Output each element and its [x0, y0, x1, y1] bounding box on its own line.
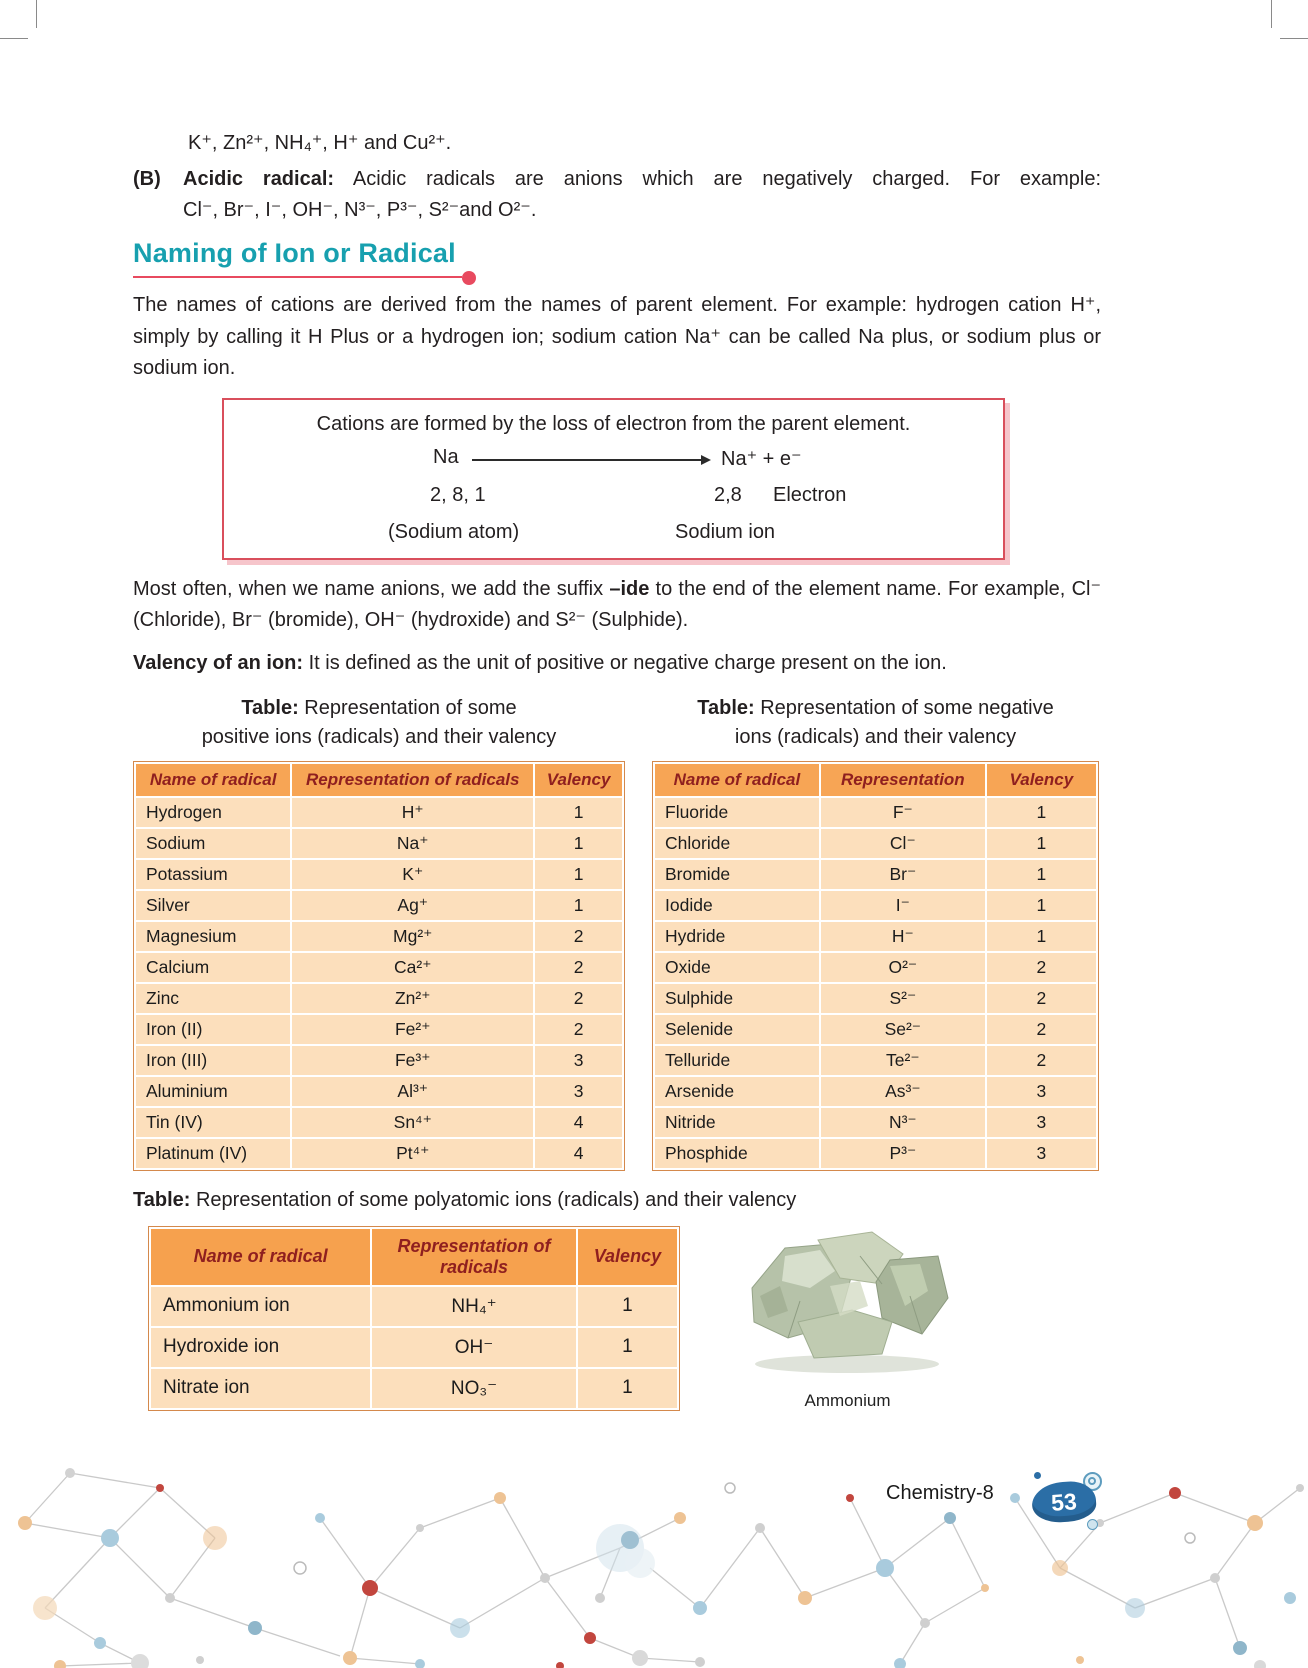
positive-ions-table: [133, 761, 625, 1171]
table-cell: Silver: [136, 891, 290, 920]
table-cell: Nitride: [655, 1108, 819, 1137]
table-cell: Sodium: [136, 829, 290, 858]
table-cell: As³⁻: [821, 1077, 985, 1106]
ammonium-figure: [740, 1226, 955, 1411]
table-cell: Tin (IV): [136, 1108, 290, 1137]
sodium-atom-label: (Sodium atom): [388, 520, 520, 543]
table-cell: Telluride: [655, 1046, 819, 1075]
reaction-reactant: Na: [433, 445, 459, 468]
negative-table-title: [652, 694, 1099, 752]
crop-mark-top-left-h: [0, 38, 28, 39]
table-row: [655, 891, 1096, 920]
table-row: [136, 860, 622, 889]
table-cell: H⁻: [821, 922, 985, 951]
crop-mark-top-left-v: [36, 0, 37, 28]
table-row: [655, 922, 1096, 951]
table-cell: 1: [535, 891, 622, 920]
table-cell: Zinc: [136, 984, 290, 1013]
section-heading-block: [133, 238, 462, 278]
table-row: [136, 953, 622, 982]
table-row: [655, 1108, 1096, 1137]
heading-dot-decoration: [462, 271, 476, 285]
table-cell: 1: [987, 891, 1096, 920]
column-header: Name of radical: [151, 1229, 370, 1285]
item-b-line1: [183, 164, 1101, 195]
table-row: [151, 1369, 677, 1408]
table-cell: Al³⁺: [292, 1077, 533, 1106]
table-cell: 1: [535, 798, 622, 827]
table-cell: I⁻: [821, 891, 985, 920]
table-row: [136, 1139, 622, 1168]
table-cell: 2: [987, 984, 1096, 1013]
negative-title-line1: Representation of some negative: [754, 696, 1054, 719]
table-cell: Mg²⁺: [292, 922, 533, 951]
table-row: [655, 798, 1096, 827]
cation-examples-line: K⁺, Zn²⁺, NH₄⁺, H⁺ and Cu²⁺.: [188, 132, 452, 154]
table-cell: Iodide: [655, 891, 819, 920]
table-cell: Potassium: [136, 860, 290, 889]
table-header-row: [151, 1229, 677, 1285]
table-cell: Magnesium: [136, 922, 290, 951]
table-cell: 1: [578, 1369, 677, 1408]
crop-mark-top-right-h: [1280, 38, 1308, 39]
item-b-examples: Cl⁻, Br⁻, I⁻, OH⁻, N³⁻, P³⁻, S²⁻and O²⁻.: [183, 199, 537, 222]
table-cell: 1: [578, 1328, 677, 1367]
polyatomic-title-bold: Table:: [133, 1188, 191, 1211]
ide-suffix-paragraph: [133, 574, 1101, 636]
table-cell: 1: [987, 922, 1096, 951]
electron-config-right: 2,8: [714, 483, 742, 506]
table-cell: Phosphide: [655, 1139, 819, 1168]
page-content: [133, 128, 1101, 1411]
table-cell: Arsenide: [655, 1077, 819, 1106]
ide-term: –ide: [609, 577, 650, 600]
table-cell: Oxide: [655, 953, 819, 982]
table-row: [151, 1287, 677, 1326]
ide-text-before: Most often, when we name anions, we add the suffix: [133, 577, 610, 600]
column-header: Name of radical: [136, 764, 290, 796]
table-cell: Hydride: [655, 922, 819, 951]
table-cell: 1: [535, 860, 622, 889]
table-cell: Fluoride: [655, 798, 819, 827]
valency-definition: [133, 648, 1101, 679]
table-cell: Ammonium ion: [151, 1287, 370, 1326]
table-cell: 2: [535, 984, 622, 1013]
badge-dot-icon: [1034, 1472, 1041, 1479]
table-cell: 1: [578, 1287, 677, 1326]
section-heading-row: [133, 238, 1101, 278]
table-cell: O²⁻: [821, 953, 985, 982]
ide-text-after: to the end of the element name. For example, Cl⁻ (Chloride), Br⁻ (bromide), OH⁻ (hydroxide) and S²⁻ (Sulphide).: [133, 577, 1102, 632]
table-cell: 3: [987, 1108, 1096, 1137]
table-row: [655, 1077, 1096, 1106]
item-b-term: Acidic radical:: [183, 168, 335, 190]
table-row: [136, 891, 622, 920]
table-cell: 2: [535, 953, 622, 982]
table-cell: Na⁺: [292, 829, 533, 858]
table-row: [151, 1328, 677, 1367]
column-header: Representation: [821, 764, 985, 796]
table-row: [655, 860, 1096, 889]
table-cell: H⁺: [292, 798, 533, 827]
negative-title-line2: ions (radicals) and their valency: [734, 725, 1017, 748]
positive-title-line2: positive ions (radicals) and their valency: [201, 725, 557, 748]
table-cell: 2: [535, 922, 622, 951]
table-header-row: [655, 764, 1096, 796]
table-header-row: [136, 764, 622, 796]
table-cell: 2: [987, 953, 1096, 982]
item-b-label: (B): [133, 168, 161, 190]
table-cell: 1: [535, 829, 622, 858]
table-cell: Nitrate ion: [151, 1369, 370, 1408]
badge-body: [1031, 1480, 1098, 1524]
table-cell: 2: [987, 1015, 1096, 1044]
negative-ions-table: [652, 761, 1099, 1171]
table-cell: 1: [987, 798, 1096, 827]
ion-tables-row: [133, 694, 1101, 1171]
table-cell: 4: [535, 1139, 622, 1168]
table-row: [655, 984, 1096, 1013]
negative-ions-column: [652, 694, 1099, 1171]
table-row: [136, 829, 622, 858]
table-cell: Br⁻: [821, 860, 985, 889]
table-cell: 4: [535, 1108, 622, 1137]
table-cell: 1: [987, 829, 1096, 858]
polyatomic-row: [133, 1226, 1101, 1411]
callout-text: Cations are formed by the loss of electron from the parent element.: [316, 412, 911, 435]
table-body: [136, 798, 622, 1168]
electron-config-left: 2, 8, 1: [430, 483, 486, 506]
item-b-text: Acidic radicals are anions which are negatively charged. For example:: [352, 168, 1102, 190]
reaction-arrow: [472, 459, 702, 461]
valency-term: Valency of an ion:: [133, 652, 304, 675]
valency-text: It is defined as the unit of positive or negative charge present on the ion.: [303, 652, 947, 675]
table-cell: Iron (II): [136, 1015, 290, 1044]
table-cell: Hydrogen: [136, 798, 290, 827]
table-row: [655, 829, 1096, 858]
table-cell: Hydroxide ion: [151, 1328, 370, 1367]
table-row: [655, 953, 1096, 982]
table-body: [151, 1287, 677, 1408]
table-row: [136, 1015, 622, 1044]
column-header: Name of radical: [655, 764, 819, 796]
polyatomic-table-title: [133, 1189, 1101, 1212]
table-cell: Ag⁺: [292, 891, 533, 920]
positive-title-line1: Representation of some: [298, 696, 517, 719]
table-cell: S²⁻: [821, 984, 985, 1013]
cation-formation-box: [222, 398, 1005, 560]
table-row: [136, 1077, 622, 1106]
negative-title-bold: Table:: [697, 696, 755, 719]
table-cell: Aluminium: [136, 1077, 290, 1106]
column-header: Valency: [578, 1229, 677, 1285]
table-row: [136, 984, 622, 1013]
table-cell: 2: [987, 1046, 1096, 1075]
column-header: Valency: [535, 764, 622, 796]
table-row: [136, 798, 622, 827]
positive-ions-column: [133, 694, 625, 1171]
table-cell: Te²⁻: [821, 1046, 985, 1075]
table-cell: Bromide: [655, 860, 819, 889]
acidic-radical-item: [133, 164, 1101, 226]
table-cell: 3: [535, 1077, 622, 1106]
table-cell: Sn⁴⁺: [292, 1108, 533, 1137]
table-cell: Cl⁻: [821, 829, 985, 858]
table-cell: Zn²⁺: [292, 984, 533, 1013]
positive-table-title: [133, 694, 625, 752]
table-cell: 3: [535, 1046, 622, 1075]
crop-mark-top-right-v: [1271, 0, 1272, 28]
table-cell: Pt⁴⁺: [292, 1139, 533, 1168]
table-cell: Platinum (IV): [136, 1139, 290, 1168]
table-row: [136, 1108, 622, 1137]
table-row: [136, 1046, 622, 1075]
table-cell: NH₄⁺: [372, 1287, 576, 1326]
table-row: [136, 922, 622, 951]
column-header: Representation of radicals: [372, 1229, 576, 1285]
table-cell: N³⁻: [821, 1108, 985, 1137]
table-row: [655, 1046, 1096, 1075]
electron-label: Electron: [773, 483, 847, 506]
badge-small-shell-icon: [1087, 1519, 1098, 1530]
page-number: 53: [1050, 1487, 1078, 1516]
table-body: [655, 798, 1096, 1168]
table-cell: K⁺: [292, 860, 533, 889]
table-cell: Se²⁻: [821, 1015, 985, 1044]
table-cell: Iron (III): [136, 1046, 290, 1075]
table-cell: Sulphide: [655, 984, 819, 1013]
reaction-product: Na⁺ + e⁻: [721, 447, 802, 470]
table-cell: Fe²⁺: [292, 1015, 533, 1044]
book-title-footer: Chemistry-8: [886, 1482, 994, 1504]
table-cell: Ca²⁺: [292, 953, 533, 982]
molecule-network-decoration: [0, 1428, 1308, 1668]
polyatomic-ions-table: [148, 1226, 680, 1411]
positive-title-bold: Table:: [241, 696, 299, 719]
ammonium-mineral-photo: [740, 1226, 955, 1376]
table-cell: 3: [987, 1139, 1096, 1168]
naming-intro-paragraph: The names of cations are derived from the names of parent element. For example: hydrogen cation H⁺, simply by calling it H Plus or a hydrogen ion; sodium cation Na⁺ can be called Na plus, or sodium plus or sodium ion.: [133, 294, 1101, 379]
sodium-ion-label: Sodium ion: [675, 520, 776, 543]
table-cell: Chloride: [655, 829, 819, 858]
column-header: Valency: [987, 764, 1096, 796]
page-number-badge: [1026, 1470, 1106, 1530]
table-cell: 3: [987, 1077, 1096, 1106]
table-cell: Fe³⁺: [292, 1046, 533, 1075]
table-cell: 2: [535, 1015, 622, 1044]
polyatomic-title-rest: Representation of some polyatomic ions (radicals) and their valency: [190, 1188, 797, 1211]
table-cell: OH⁻: [372, 1328, 576, 1367]
table-row: [655, 1139, 1096, 1168]
table-cell: 1: [987, 860, 1096, 889]
table-cell: Selenide: [655, 1015, 819, 1044]
table-cell: F⁻: [821, 798, 985, 827]
item-b-body: [183, 164, 1101, 226]
table-cell: P³⁻: [821, 1139, 985, 1168]
section-heading: Naming of Ion or Radical: [133, 238, 456, 269]
table-cell: Calcium: [136, 953, 290, 982]
figure-caption: Ammonium: [804, 1390, 891, 1410]
table-cell: NO₃⁻: [372, 1369, 576, 1408]
table-row: [655, 1015, 1096, 1044]
column-header: Representation of radicals: [292, 764, 533, 796]
